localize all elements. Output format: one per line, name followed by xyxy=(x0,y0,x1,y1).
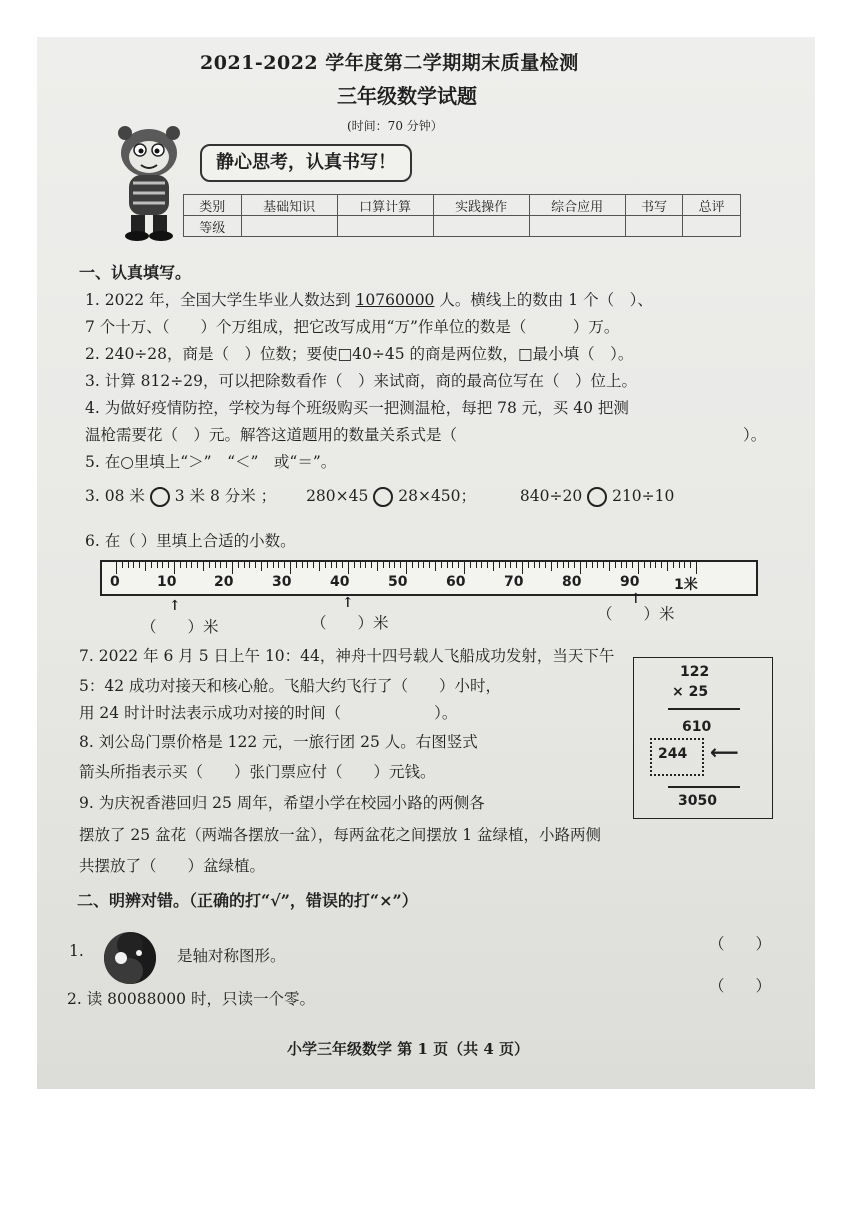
ruler-tick xyxy=(458,562,459,568)
ruler-tick xyxy=(638,562,639,574)
question-7b: 5：42 成功对接天和核心舱。飞船大约飞行了（ ）小时， xyxy=(79,677,502,695)
ruler-tick xyxy=(696,562,697,574)
question-4b: 温枪需要花（ ）元。解答这道题用的数量关系式是（ xyxy=(85,426,458,444)
compare-circle[interactable] xyxy=(373,487,393,507)
ruler-tick xyxy=(290,562,291,574)
calc-multiplicand: 122 xyxy=(680,664,710,680)
ruler-arrow-icon: ↑ xyxy=(342,595,354,611)
ruler-arrow-icon: ↑ xyxy=(169,598,181,614)
table-header: 综合应用 xyxy=(529,195,625,216)
ruler-tick xyxy=(551,562,552,571)
ruler-tick xyxy=(435,562,436,571)
q1-underlined-number: 10760000 xyxy=(355,291,435,309)
question-8a: 8. 刘公岛门票价格是 122 元，一旅行团 25 人。右图竖式 xyxy=(79,733,478,751)
ruler-tick xyxy=(186,562,187,568)
ruler-tick xyxy=(406,562,407,574)
ruler-tick xyxy=(157,562,158,568)
ruler-answer-3: （ ）米 xyxy=(597,605,675,623)
table-header: 总评 xyxy=(683,195,741,216)
ruler-tick xyxy=(481,562,482,568)
table-row xyxy=(184,195,741,216)
ruler-tick xyxy=(655,562,656,568)
ruler-tick xyxy=(412,562,413,568)
ruler-tick xyxy=(545,562,546,568)
ruler-tick xyxy=(476,562,477,568)
ruler-tick xyxy=(522,562,523,574)
ruler-label: 0 xyxy=(110,574,120,590)
table-row xyxy=(184,216,741,237)
ruler-tick xyxy=(505,562,506,568)
ruler-tick xyxy=(319,562,320,571)
ruler-tick xyxy=(151,562,152,568)
ruler-tick xyxy=(122,562,123,568)
grade-cell[interactable] xyxy=(337,216,433,237)
question-6: 6. 在（ ）里填上合适的小数。 xyxy=(85,532,296,550)
ruler-label: 30 xyxy=(272,574,292,590)
compare-left: 280×45 xyxy=(306,487,369,505)
ruler-tick xyxy=(644,562,645,568)
ruler-tick xyxy=(603,562,604,568)
ruler-tick xyxy=(273,562,274,568)
ruler-tick xyxy=(528,562,529,568)
ruler-tick xyxy=(626,562,627,568)
ruler-tick xyxy=(296,562,297,568)
table-header: 口算计算 xyxy=(337,195,433,216)
compare-right: 210÷10 xyxy=(612,487,675,505)
ruler-tick xyxy=(354,562,355,568)
ruler-tick xyxy=(539,562,540,568)
ruler-answer-2: （ ）米 xyxy=(311,614,389,632)
ruler-tick xyxy=(203,562,204,571)
ruler-tick xyxy=(360,562,361,568)
ruler-tick xyxy=(249,562,250,568)
ruler-tick xyxy=(244,562,245,568)
ruler-tick xyxy=(499,562,500,568)
grade-cell[interactable] xyxy=(241,216,337,237)
calc-line xyxy=(668,708,740,710)
exam-subtitle: 三年级数学试题 xyxy=(337,84,477,108)
ruler-tick xyxy=(592,562,593,568)
ruler-tick xyxy=(313,562,314,568)
ruler-label: 60 xyxy=(446,574,466,590)
grade-cell[interactable] xyxy=(683,216,741,237)
ruler-tick xyxy=(139,562,140,568)
ruler-tick xyxy=(325,562,326,568)
ruler-tick xyxy=(238,562,239,568)
ruler-tick xyxy=(394,562,395,568)
table-header: 书写 xyxy=(625,195,683,216)
ruler-tick xyxy=(673,562,674,568)
ruler-tick xyxy=(191,562,192,568)
ruler-tick xyxy=(441,562,442,568)
ruler-label: 80 xyxy=(562,574,582,590)
exam-title: 2021-2022 学年度第二学期期末质量检测 xyxy=(200,52,579,74)
ruler-tick xyxy=(684,562,685,568)
question-9c: 共摆放了（ ）盆绿植。 xyxy=(79,857,266,875)
question-7c: 用 24 时计时法表示成功对接的时间（ ）。 xyxy=(79,704,458,722)
tiger-mascot-icon xyxy=(107,123,193,241)
ruler-tick xyxy=(284,562,285,568)
ruler-tick xyxy=(116,562,117,574)
ruler-tick xyxy=(470,562,471,568)
ruler-tick xyxy=(650,562,651,568)
ruler-tick xyxy=(342,562,343,568)
ruler-label: 20 xyxy=(214,574,234,590)
ruler-label: 40 xyxy=(330,574,350,590)
ruler-tick xyxy=(174,562,175,574)
table-header: 类别 xyxy=(184,195,242,216)
ruler-tick xyxy=(429,562,430,568)
ruler-tick xyxy=(133,562,134,568)
ruler-tick xyxy=(336,562,337,568)
ruler-tick xyxy=(574,562,575,568)
calc-line xyxy=(668,786,740,788)
exam-time: (时间：70 分钟） xyxy=(347,119,443,133)
ruler-tick xyxy=(278,562,279,568)
compare-circle[interactable] xyxy=(587,487,607,507)
ruler-tick xyxy=(215,562,216,568)
ruler-answer-1: （ ）米 xyxy=(141,618,219,636)
question-7a: 7. 2022 年 6 月 5 日上午 10：44，神舟十四号载人飞船成功发射，当天下午 xyxy=(79,647,615,665)
ruler-tick xyxy=(232,562,233,574)
ruler-tick xyxy=(690,562,691,568)
ruler-label: 50 xyxy=(388,574,408,590)
question-3: 3. 计算 812÷29，可以把除数看作（ ）来试商，商的最高位写在（ ）位上。 xyxy=(85,372,637,390)
ruler-tick xyxy=(534,562,535,568)
ruler-tick xyxy=(302,562,303,568)
question-9b: 摆放了 25 盆花（两端各摆放一盆），每两盆花之间摆放 1 盆绿植，小路两侧 xyxy=(79,826,602,844)
table-row-label: 等级 xyxy=(184,216,242,237)
ruler-tick xyxy=(667,562,668,571)
ruler-tick xyxy=(464,562,465,574)
question-1a xyxy=(85,288,653,310)
q1-text-end: 人。横线上的数由 1 个（ ）、 xyxy=(434,291,653,309)
s2-answer-paren[interactable]: （ ） xyxy=(709,935,772,953)
score-table xyxy=(183,194,741,237)
ruler-tick xyxy=(168,562,169,568)
ruler-tick xyxy=(180,562,181,568)
ruler-tick xyxy=(516,562,517,568)
question-8b: 箭头所指表示买（ ）张门票应付（ ）元钱。 xyxy=(79,763,436,781)
compare-left: 3. 08 米 xyxy=(85,487,145,505)
ruler-tick xyxy=(209,562,210,568)
grade-cell[interactable] xyxy=(625,216,683,237)
grade-cell[interactable] xyxy=(529,216,625,237)
table-header: 基础知识 xyxy=(241,195,337,216)
motto-banner: 静心思考，认真书写！ xyxy=(200,144,412,182)
ruler-tick xyxy=(557,562,558,568)
ruler-tick xyxy=(510,562,511,568)
question-9a: 9. 为庆祝香港回归 25 周年，希望小学在校园小路的两侧各 xyxy=(79,794,485,812)
s2-q1-number: 1. xyxy=(69,942,84,960)
ruler-tick xyxy=(487,562,488,568)
q1-text: 1. 2022 年，全国大学生毕业人数达到 xyxy=(85,291,356,309)
arrow-left-icon: ⟵ xyxy=(710,740,739,764)
page-footer: 小学三年级数学 第 1 页（共 4 页） xyxy=(287,1040,529,1058)
calc-multiplier: × 25 xyxy=(672,684,709,700)
exam-paper xyxy=(37,37,815,1089)
compare-right: 28×450； xyxy=(398,487,477,505)
s2-q1-text: 是轴对称图形。 xyxy=(177,947,286,965)
ruler-tick xyxy=(597,562,598,568)
ruler-tick xyxy=(609,562,610,571)
ruler-tick xyxy=(162,562,163,568)
ruler-tick xyxy=(331,562,332,568)
ruler-tick xyxy=(580,562,581,574)
ruler-label: 90 xyxy=(620,574,640,590)
ruler-label: 70 xyxy=(504,574,524,590)
vertical-multiplication xyxy=(633,657,773,819)
question-5: 5. 在○里填上“＞” “＜” 或“＝”。 xyxy=(85,453,337,471)
ruler-tick xyxy=(586,562,587,568)
ruler-tick xyxy=(197,562,198,568)
ruler-label: 1米 xyxy=(674,577,698,593)
section1-heading: 一、认真填写。 xyxy=(79,263,192,282)
ruler xyxy=(100,560,758,596)
ruler-tick xyxy=(255,562,256,568)
ruler-tick xyxy=(563,562,564,568)
ruler-tick xyxy=(220,562,221,568)
ruler-label: 10 xyxy=(157,574,177,590)
grade-cell[interactable] xyxy=(433,216,529,237)
ruler-tick xyxy=(615,562,616,568)
s2-question-2: 2. 读 80088000 时，只读一个零。 xyxy=(67,990,315,1008)
question-5-items xyxy=(85,484,674,507)
ruler-tick xyxy=(621,562,622,568)
ruler-tick xyxy=(389,562,390,568)
ruler-tick xyxy=(423,562,424,568)
question-4a: 4. 为做好疫情防控，学校为每个班级购买一把测温枪，每把 78 元，买 40 把测 xyxy=(85,399,629,417)
ruler-tick xyxy=(493,562,494,571)
ruler-tick xyxy=(371,562,372,568)
yin-yang-icon xyxy=(103,931,157,985)
ruler-arrow-icon: ↑ xyxy=(630,591,642,607)
ruler-tick xyxy=(261,562,262,571)
compare-left: 840÷20 xyxy=(519,487,583,505)
ruler-tick xyxy=(452,562,453,568)
calc-total: 3050 xyxy=(678,793,717,809)
ruler-tick xyxy=(661,562,662,568)
ruler-tick xyxy=(568,562,569,568)
table-header: 实践操作 xyxy=(433,195,529,216)
compare-right: 3 米 8 分米 ； xyxy=(174,487,277,505)
ruler-tick xyxy=(365,562,366,568)
ruler-tick xyxy=(632,562,633,568)
ruler-tick xyxy=(226,562,227,568)
calc-partial-1: 610 xyxy=(682,719,712,735)
s2-answer-paren[interactable]: （ ） xyxy=(709,977,772,995)
ruler-tick xyxy=(383,562,384,568)
calc-partial-2: 244 xyxy=(658,746,688,762)
ruler-tick xyxy=(145,562,146,571)
question-1b: 7 个十万、（ ）个万组成，把它改写成用“万”作单位的数是（ ）万。 xyxy=(85,318,620,336)
question-4b-end: ）。 xyxy=(743,426,767,444)
ruler-tick xyxy=(447,562,448,568)
ruler-tick xyxy=(307,562,308,568)
ruler-tick xyxy=(377,562,378,571)
ruler-tick xyxy=(418,562,419,568)
ruler-tick xyxy=(400,562,401,568)
ruler-tick xyxy=(348,562,349,574)
ruler-tick xyxy=(267,562,268,568)
question-2: 2. 240÷28，商是（ ）位数；要使□40÷45 的商是两位数，□最小填（ ）。 xyxy=(85,345,634,363)
section2-heading: 二、明辨对错。（正确的打“√”，错误的打“×”） xyxy=(77,891,418,910)
ruler-tick xyxy=(128,562,129,568)
ruler-tick xyxy=(679,562,680,568)
compare-circle[interactable] xyxy=(150,487,170,507)
